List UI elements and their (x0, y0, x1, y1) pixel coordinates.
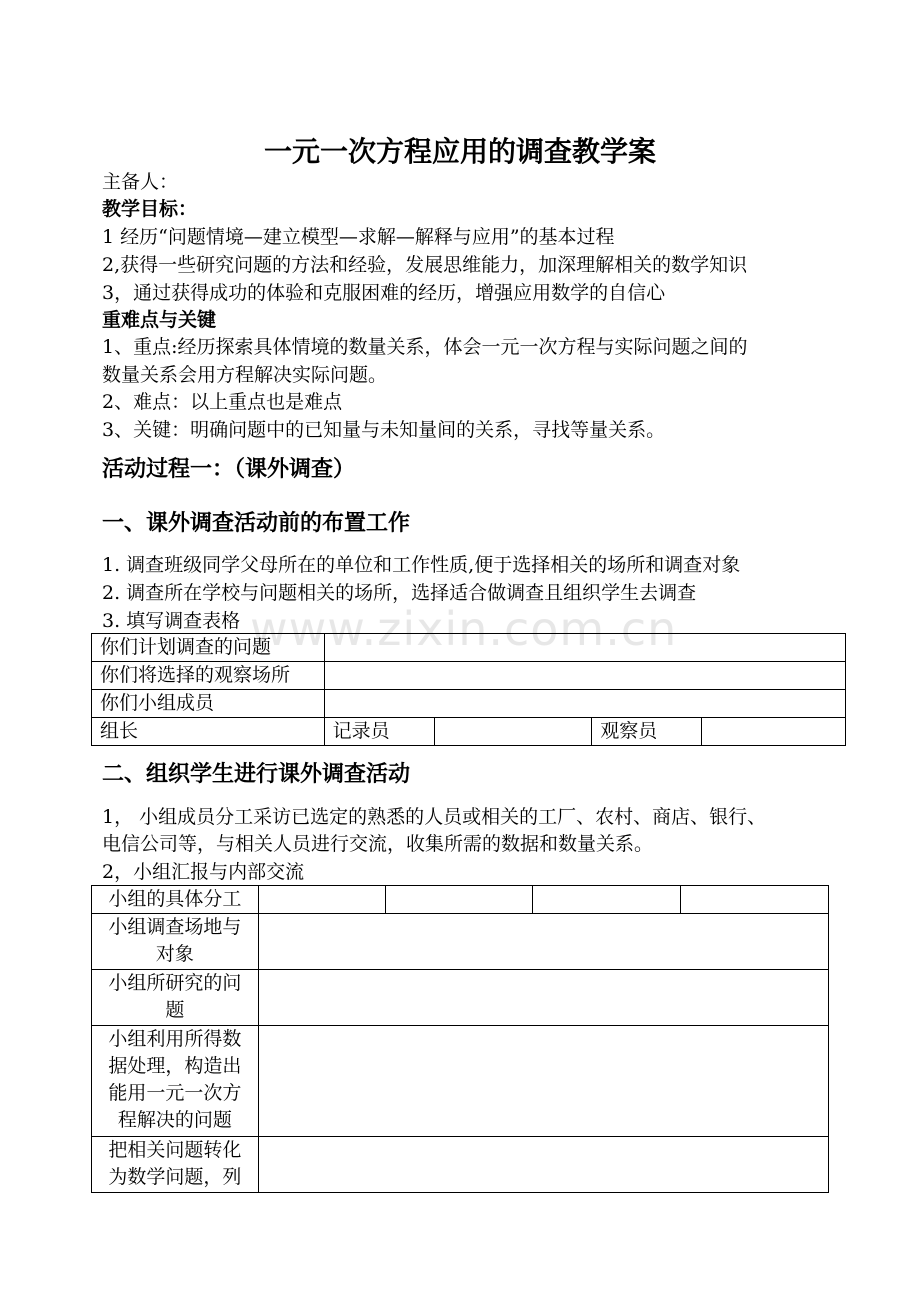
table-input-cell[interactable] (324, 634, 845, 662)
table-label: 组长 (92, 718, 325, 746)
section1-item: 2. 调查所在学校与问题相关的场所，选择适合做调查且组织学生去调查 (102, 582, 697, 604)
label-line: 把相关问题转化 (108, 1139, 242, 1161)
label-line: 小组所研究的问 (108, 972, 242, 994)
watermark: www.zixin.com.cn (250, 602, 678, 656)
objectives-heading: 教学目标： (102, 198, 198, 220)
table-input-cell[interactable] (533, 886, 681, 914)
keypoint-item: 2、难点：以上重点也是难点 (102, 391, 343, 413)
table-input-cell[interactable] (681, 886, 829, 914)
keypoint-item: 3、关键：明确问题中的已知量与未知量间的关系，寻找等量关系。 (102, 419, 666, 441)
label-line: 小组利用所得数 (108, 1028, 242, 1050)
table-input-cell[interactable] (258, 886, 385, 914)
label-line: 能用一元一次方 (108, 1082, 242, 1104)
table-row (92, 662, 846, 690)
table-input-cell[interactable] (385, 886, 533, 914)
section1-item: 1. 调查班级同学父母所在的单位和工作性质,便于选择相关的场所和调查对象 (102, 554, 741, 576)
table-label (92, 970, 259, 1026)
table-row (92, 634, 846, 662)
table-row (92, 886, 829, 914)
activity-heading: 活动过程一：（课外调查） (102, 457, 356, 482)
section2-paragraph: 1， 小组成员分工采访已选定的熟悉的人员或相关的工厂、农村、商店、银行、 (102, 806, 767, 828)
table-row (92, 690, 846, 718)
table-input-cell[interactable] (702, 718, 846, 746)
label-line: 程解决的问题 (117, 1109, 232, 1131)
keypoints-heading: 重难点与关键 (102, 309, 217, 331)
table-label: 你们计划调查的问题 (92, 634, 325, 662)
table-row (92, 914, 829, 970)
label-line: 据处理，构造出 (108, 1055, 242, 1077)
keypoint-item: 1、重点:经历探索具体情境的数量关系，体会一元一次方程与实际问题之间的 (102, 336, 748, 358)
objective-item: 1 经历“问题情境—建立模型—求解—解释与应用”的基本过程 (102, 226, 615, 248)
section2-paragraph-cont: 电信公司等，与相关人员进行交流，收集所需的数据和数量关系。 (102, 833, 654, 855)
objective-item: 2,获得一些研究问题的方法和经验，发展思维能力，加深理解相关的数学知识 (102, 254, 748, 276)
table-input-cell[interactable] (324, 662, 845, 690)
table-input-cell[interactable] (258, 1137, 828, 1193)
table-input-cell[interactable] (258, 914, 828, 970)
table-label: 记录员 (324, 718, 434, 746)
survey-plan-table (91, 633, 846, 746)
table-row (92, 970, 829, 1026)
table-label: 你们小组成员 (92, 690, 325, 718)
label-line: 为数学问题，列 (108, 1166, 242, 1188)
label-line: 小组调查场地与 (108, 916, 242, 938)
table-input-cell[interactable] (324, 690, 845, 718)
objective-item: 3，通过获得成功的体验和克服困难的经历，增强应用数学的自信心 (102, 282, 666, 304)
table-row (92, 1137, 829, 1193)
table-label (92, 1137, 259, 1193)
preparer-line: 主备人： (102, 171, 179, 193)
table-label: 观察员 (592, 718, 702, 746)
section2-item: 2，小组汇报与内部交流 (102, 861, 305, 883)
table-label (92, 1026, 259, 1137)
table-row (92, 1026, 829, 1137)
label-line: 对象 (155, 943, 194, 965)
section1-item: 3. 填写调查表格 (102, 610, 241, 632)
label-line: 题 (165, 999, 185, 1021)
page-title: 一元一次方程应用的调查教学案 (263, 135, 656, 168)
section2-heading: 二、组织学生进行课外调查活动 (102, 762, 411, 787)
table-row (92, 718, 846, 746)
table-input-cell[interactable] (258, 970, 828, 1026)
table-label (92, 914, 259, 970)
table-label: 你们将选择的观察场所 (92, 662, 325, 690)
table-input-cell[interactable] (258, 1026, 828, 1137)
group-report-table (91, 885, 829, 1193)
table-input-cell[interactable] (434, 718, 592, 746)
keypoint-item-cont: 数量关系会用方程解决实际问题。 (102, 364, 388, 386)
section1-heading: 一、课外调查活动前的布置工作 (102, 511, 411, 536)
table-label: 小组的具体分工 (92, 886, 259, 914)
